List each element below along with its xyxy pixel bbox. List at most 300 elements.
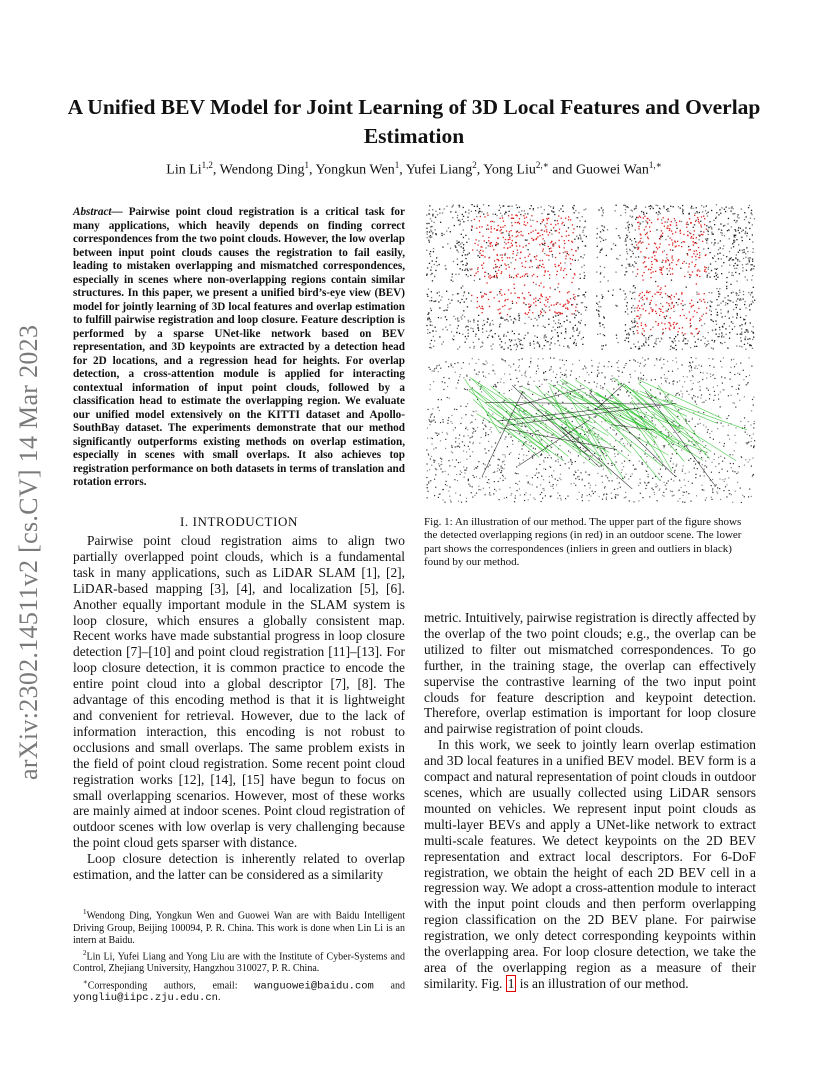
- point: [704, 465, 705, 466]
- point: [625, 492, 626, 493]
- point: [499, 205, 500, 206]
- point: [518, 232, 519, 233]
- point: [557, 271, 558, 272]
- point: [485, 434, 486, 435]
- point: [693, 305, 694, 306]
- point: [504, 294, 505, 295]
- point: [526, 217, 527, 218]
- point: [751, 279, 752, 280]
- point: [465, 414, 466, 415]
- point: [674, 472, 675, 473]
- point: [746, 329, 747, 330]
- point: [693, 241, 694, 242]
- point: [467, 306, 468, 307]
- point: [749, 344, 750, 345]
- point: [669, 383, 670, 384]
- point: [696, 292, 697, 293]
- point: [428, 367, 429, 368]
- point: [626, 305, 627, 306]
- point: [745, 323, 746, 324]
- point: [428, 454, 429, 455]
- point: [556, 393, 557, 394]
- point: [484, 448, 485, 449]
- point: [653, 309, 654, 310]
- point: [601, 345, 602, 346]
- point: [546, 297, 547, 298]
- point: [490, 246, 491, 247]
- point: [646, 485, 647, 486]
- point: [671, 295, 672, 296]
- point: [684, 381, 685, 382]
- point: [516, 302, 517, 303]
- point: [562, 360, 563, 361]
- point: [578, 455, 579, 456]
- point: [738, 227, 739, 228]
- point: [739, 232, 740, 233]
- point: [559, 359, 560, 360]
- point: [620, 487, 621, 488]
- point: [744, 338, 745, 339]
- point: [612, 480, 613, 481]
- point: [484, 324, 485, 325]
- point: [473, 331, 474, 332]
- point: [726, 277, 727, 278]
- point: [693, 227, 694, 228]
- point: [635, 241, 636, 242]
- point: [672, 250, 673, 251]
- point: [614, 489, 615, 490]
- point: [643, 343, 644, 344]
- point: [739, 385, 740, 386]
- point: [637, 217, 638, 218]
- point: [563, 346, 564, 347]
- point: [656, 212, 657, 213]
- point: [733, 359, 734, 360]
- point: [447, 397, 448, 398]
- point: [698, 382, 699, 383]
- point: [653, 457, 654, 458]
- point: [426, 477, 427, 478]
- point: [634, 320, 635, 321]
- point: [584, 366, 585, 367]
- point: [588, 500, 589, 501]
- point: [719, 253, 720, 254]
- point: [505, 478, 506, 479]
- point: [433, 371, 434, 372]
- point: [698, 247, 699, 248]
- point: [745, 301, 746, 302]
- point: [599, 311, 600, 312]
- point: [689, 421, 690, 422]
- point: [447, 485, 448, 486]
- point: [447, 386, 448, 387]
- point: [601, 372, 602, 373]
- point: [665, 485, 666, 486]
- point: [494, 489, 495, 490]
- point: [690, 222, 691, 223]
- point: [521, 348, 522, 349]
- point: [440, 368, 441, 369]
- point: [707, 341, 708, 342]
- point: [465, 268, 466, 269]
- point: [712, 340, 713, 341]
- point: [500, 227, 501, 228]
- point: [499, 499, 500, 500]
- point: [705, 346, 706, 347]
- point: [435, 217, 436, 218]
- point: [483, 429, 484, 430]
- point: [517, 235, 518, 236]
- point: [570, 338, 571, 339]
- point: [729, 318, 730, 319]
- point: [523, 411, 524, 412]
- point: [695, 401, 696, 402]
- point: [649, 220, 650, 221]
- point: [571, 249, 572, 250]
- point: [442, 329, 443, 330]
- point: [457, 382, 458, 383]
- point: [693, 238, 694, 239]
- point: [524, 221, 525, 222]
- point: [637, 326, 638, 327]
- point: [700, 372, 701, 373]
- point: [494, 373, 495, 374]
- point: [696, 312, 697, 313]
- point: [561, 456, 562, 457]
- point: [578, 247, 579, 248]
- point: [516, 236, 517, 237]
- point: [657, 292, 658, 293]
- point: [631, 307, 632, 308]
- point: [456, 459, 457, 460]
- point: [585, 208, 586, 209]
- point: [441, 296, 442, 297]
- point: [664, 226, 665, 227]
- point: [679, 480, 680, 481]
- point: [600, 306, 601, 307]
- point: [510, 293, 511, 294]
- footnote: $^1$Wendong Ding, Yongkun Wen and Guowei Wan are with Baidu Intelligent Driving Group, Beijing 100094, P. R. China. This work is done when Lin Li is an intern at Baidu.: [73, 908, 405, 946]
- point: [739, 273, 740, 274]
- point: [643, 379, 644, 380]
- point: [657, 286, 658, 287]
- point: [749, 304, 750, 305]
- point: [727, 303, 728, 304]
- point: [704, 475, 705, 476]
- point: [434, 479, 435, 480]
- point: [551, 457, 552, 458]
- point: [544, 271, 545, 272]
- point: [539, 244, 540, 245]
- point: [721, 230, 722, 231]
- point: [744, 496, 745, 497]
- point: [699, 252, 700, 253]
- point: [673, 342, 674, 343]
- point: [572, 421, 573, 422]
- point: [689, 218, 690, 219]
- point: [720, 309, 721, 310]
- point: [692, 418, 693, 419]
- point: [467, 429, 468, 430]
- point: [568, 219, 569, 220]
- point: [539, 265, 540, 266]
- point: [571, 483, 572, 484]
- point: [514, 344, 515, 345]
- point: [573, 228, 574, 229]
- point: [641, 242, 642, 243]
- point: [498, 225, 499, 226]
- point: [461, 472, 462, 473]
- point: [741, 457, 742, 458]
- point: [574, 313, 575, 314]
- point: [440, 440, 441, 441]
- point: [731, 292, 732, 293]
- point: [726, 288, 727, 289]
- point: [650, 389, 651, 390]
- point: [491, 330, 492, 331]
- point: [663, 364, 664, 365]
- point: [603, 469, 604, 470]
- point: [489, 429, 490, 430]
- point: [649, 226, 650, 227]
- point: [486, 331, 487, 332]
- point: [661, 292, 662, 293]
- point: [691, 357, 692, 358]
- point: [515, 259, 516, 260]
- point: [698, 461, 699, 462]
- point: [568, 227, 569, 228]
- point: [655, 340, 656, 341]
- point: [671, 308, 672, 309]
- point: [752, 339, 753, 340]
- point: [697, 468, 698, 469]
- point: [748, 207, 749, 208]
- point: [530, 494, 531, 495]
- point: [735, 222, 736, 223]
- point: [580, 472, 581, 473]
- point: [648, 292, 649, 293]
- point: [527, 213, 528, 214]
- point: [659, 247, 660, 248]
- point: [739, 400, 740, 401]
- point: [720, 240, 721, 241]
- point: [518, 367, 519, 368]
- point: [630, 328, 631, 329]
- point: [639, 216, 640, 217]
- point: [751, 212, 752, 213]
- point: [705, 210, 706, 211]
- point: [500, 255, 501, 256]
- point: [433, 336, 434, 337]
- point: [629, 500, 630, 501]
- point: [466, 242, 467, 243]
- point: [562, 222, 563, 223]
- point: [661, 272, 662, 273]
- point: [671, 479, 672, 480]
- point: [557, 340, 558, 341]
- point: [468, 329, 469, 330]
- point: [660, 267, 661, 268]
- point: [434, 301, 435, 302]
- point: [633, 266, 634, 267]
- point: [713, 439, 714, 440]
- point: [634, 469, 635, 470]
- point: [743, 370, 744, 371]
- point: [660, 287, 661, 288]
- point: [626, 249, 627, 250]
- point: [717, 314, 718, 315]
- point: [509, 239, 510, 240]
- point: [536, 259, 537, 260]
- point: [510, 379, 511, 380]
- point: [709, 398, 710, 399]
- point: [497, 294, 498, 295]
- point: [578, 335, 579, 336]
- point: [460, 374, 461, 375]
- point: [707, 230, 708, 231]
- point: [671, 230, 672, 231]
- point: [646, 379, 647, 380]
- point: [460, 423, 461, 424]
- point: [513, 364, 514, 365]
- point: [471, 422, 472, 423]
- point: [690, 237, 691, 238]
- point: [437, 265, 438, 266]
- point: [619, 441, 620, 442]
- point: [541, 476, 542, 477]
- point: [644, 416, 645, 417]
- point: [519, 297, 520, 298]
- point: [753, 405, 754, 406]
- point: [676, 228, 677, 229]
- point: [548, 255, 549, 256]
- point: [620, 215, 621, 216]
- point: [722, 326, 723, 327]
- point: [626, 337, 627, 338]
- point: [578, 439, 579, 440]
- point: [560, 465, 561, 466]
- point: [614, 430, 615, 431]
- point: [706, 240, 707, 241]
- point: [427, 329, 428, 330]
- point: [552, 244, 553, 245]
- point: [712, 375, 713, 376]
- point: [550, 496, 551, 497]
- point: [530, 358, 531, 359]
- point: [512, 331, 513, 332]
- point: [472, 486, 473, 487]
- point: [440, 422, 441, 423]
- point: [546, 255, 547, 256]
- point: [710, 437, 711, 438]
- point: [489, 306, 490, 307]
- point: [676, 465, 677, 466]
- point: [551, 241, 552, 242]
- point: [712, 330, 713, 331]
- point: [634, 318, 635, 319]
- point: [732, 243, 733, 244]
- point: [713, 220, 714, 221]
- point: [714, 459, 715, 460]
- point: [558, 391, 559, 392]
- point: [460, 495, 461, 496]
- point: [479, 279, 480, 280]
- point: [525, 274, 526, 275]
- point: [634, 326, 635, 327]
- point: [428, 213, 429, 214]
- point: [627, 314, 628, 315]
- point: [512, 444, 513, 445]
- point: [515, 495, 516, 496]
- point: [443, 422, 444, 423]
- point: [604, 366, 605, 367]
- point: [659, 308, 660, 309]
- point: [660, 213, 661, 214]
- point: [687, 376, 688, 377]
- point: [754, 423, 755, 424]
- point: [682, 386, 683, 387]
- point: [479, 211, 480, 212]
- point: [563, 306, 564, 307]
- point: [724, 209, 725, 210]
- point: [741, 324, 742, 325]
- point: [622, 372, 623, 373]
- point: [525, 372, 526, 373]
- email-link[interactable]: wanguowei@baidu.com: [254, 980, 374, 992]
- point: [474, 369, 475, 370]
- point: [720, 232, 721, 233]
- point: [708, 248, 709, 249]
- point: [733, 265, 734, 266]
- point: [635, 370, 636, 371]
- point: [582, 241, 583, 242]
- point: [589, 474, 590, 475]
- point: [490, 427, 491, 428]
- point: [682, 209, 683, 210]
- point: [691, 236, 692, 237]
- point: [526, 245, 527, 246]
- point: [530, 232, 531, 233]
- point: [690, 365, 691, 366]
- figure-ref-link[interactable]: 1: [507, 975, 515, 991]
- point: [479, 478, 480, 479]
- point: [696, 294, 697, 295]
- point: [476, 363, 477, 364]
- point: [511, 319, 512, 320]
- point: [628, 264, 629, 265]
- point: [736, 473, 737, 474]
- point: [543, 220, 544, 221]
- email-link[interactable]: yongliu@iipc.zju.edu.cn: [73, 992, 218, 1005]
- point: [503, 480, 504, 481]
- point: [559, 326, 560, 327]
- point: [690, 332, 691, 333]
- point: [749, 305, 750, 306]
- point: [695, 477, 696, 478]
- point: [699, 235, 700, 236]
- point: [672, 360, 673, 361]
- point: [715, 309, 716, 310]
- point: [541, 243, 542, 244]
- point: [427, 470, 428, 471]
- point: [430, 321, 431, 322]
- point: [702, 489, 703, 490]
- point: [576, 304, 577, 305]
- point: [520, 343, 521, 344]
- point: [642, 328, 643, 329]
- point: [706, 213, 707, 214]
- point: [509, 454, 510, 455]
